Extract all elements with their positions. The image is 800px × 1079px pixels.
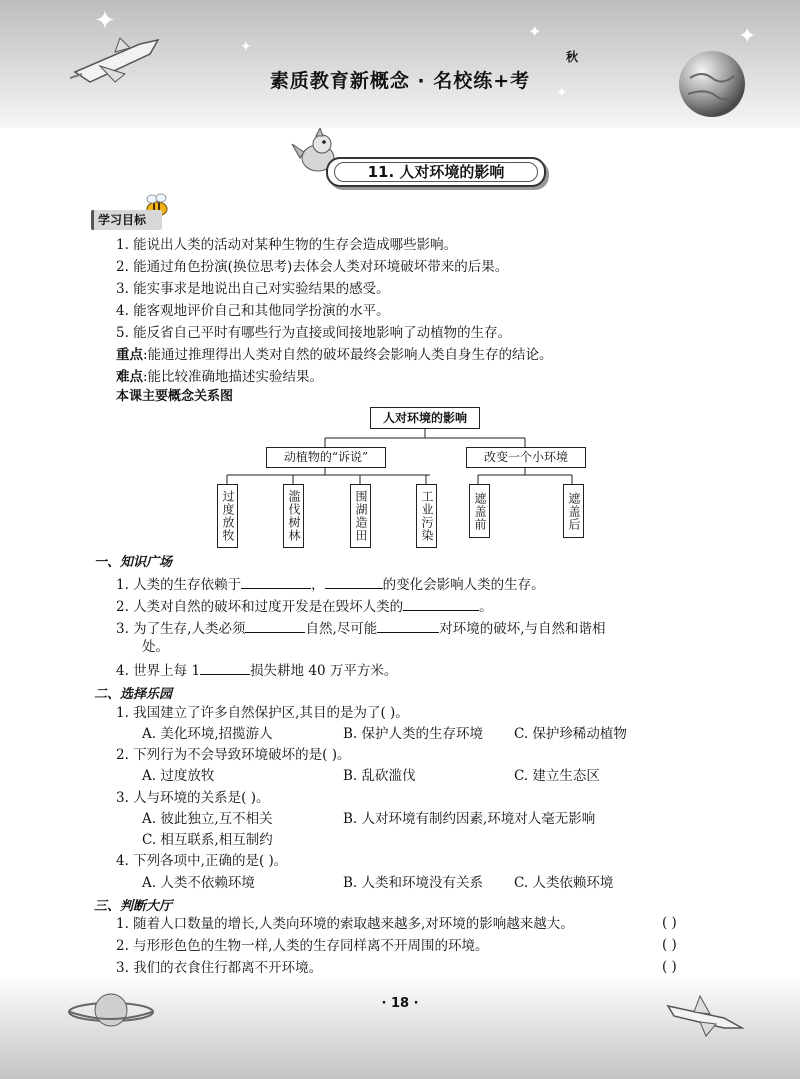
choice-option[interactable]: A. 人类不依赖环境 [142,875,255,891]
choice-option[interactable]: B. 保护人类的生存环境 [343,726,484,742]
choice-option[interactable]: C. 保护珍稀动植物 [514,726,627,742]
concept-leaf-node: 围湖造田 [350,484,371,548]
question-text: 1. 人类的生存依赖于 [116,577,242,593]
learning-goals-tag: 学习目标 [91,210,162,230]
goal-item: 5. 能反省自己平时有哪些行为直接或间接地影响了动植物的生存。 [116,325,512,341]
concept-leaf-node: 滥伐树林 [283,484,304,548]
choice-option[interactable]: C. 相互联系,相互制约 [142,832,273,848]
question-item: 2. 下列行为不会导致环境破坏的是( )。 [116,747,351,763]
question-text: 4. 世界上每 1 [116,663,201,679]
answer-paren[interactable]: ( ) [662,959,677,975]
question-text: 自然,尽可能 [305,621,378,637]
choice-option[interactable]: C. 建立生态区 [514,768,600,784]
question-text: 。 [479,599,493,615]
answer-blank[interactable] [200,660,250,675]
goal-item: 1. 能说出人类的活动对某种生物的生存会造成哪些影响。 [116,237,458,253]
star-icon: ✦ [94,6,116,36]
question-text: 2. 人类对自然的破坏和过度开发是在毁坏人类的 [116,599,404,615]
concept-map-title: 本课主要概念关系图 [116,389,234,404]
concept-leaf-node: 遮盖前 [469,484,490,538]
book-series-title: 素质教育新概念 · 名校练+考 [269,70,531,92]
answer-blank[interactable] [403,596,479,611]
judgment-item: 3. 我们的衣食住行都离不开环境。 [116,960,323,976]
choice-option[interactable]: B. 人对环境有制约因素,环境对人毫无影响 [343,811,596,827]
judgment-item: 1. 随着人口数量的增长,人类向环境的索取越来越多,对环境的影响越来越大。 [116,916,574,932]
lesson-title: 11. 人对环境的影响 [334,162,538,182]
goal-item: 2. 能通过角色扮演(换位思考)去体会人类对环境破坏带来的后果。 [116,259,509,275]
season-label: 秋 [566,50,579,64]
question-item [116,596,493,616]
question-item [116,618,606,638]
question-item: 4. 下列各项中,正确的是( )。 [116,853,288,869]
judgment-item: 2. 与形形色色的生物一样,人类的生存同样离不开周围的环境。 [116,938,489,954]
choice-option[interactable]: B. 人类和环境没有关系 [343,875,484,891]
section-heading: 一、知识广场 [94,555,173,570]
answer-paren[interactable]: ( ) [662,915,677,931]
concept-leaf-node: 过度放牧 [217,484,238,548]
answer-blank[interactable] [241,574,311,589]
question-text: 的变化会影响人类的生存。 [382,577,545,593]
star-icon: ✦ [240,39,252,55]
concept-branch-node: 改变一个小环境 [466,447,586,468]
answer-blank[interactable] [325,574,383,589]
question-text: 处。 [142,639,169,655]
star-icon: ✦ [556,85,568,101]
section-heading: 三、判断大厅 [94,899,173,914]
difficult-point-label: 难点 [116,369,143,385]
choice-option[interactable]: A. 过度放牧 [142,768,215,784]
concept-root-node: 人对环境的影响 [370,407,480,429]
question-text: 3. 为了生存,人类必须 [116,621,246,637]
question-item: 1. 我国建立了许多自然保护区,其目的是为了( )。 [116,705,409,721]
star-icon: ✦ [528,22,542,41]
answer-blank[interactable] [377,618,439,633]
question-text: 损失耕地 40 万平方米。 [250,663,398,679]
choice-option[interactable]: A. 彼此独立,互不相关 [142,811,273,827]
page-number: · 18 · [381,996,419,1011]
difficult-point [116,368,323,386]
concept-branch-node: 动植物的“诉说” [266,447,386,468]
key-point-label: 重点 [116,347,143,363]
choice-option[interactable]: C. 人类依赖环境 [514,875,614,891]
star-icon: ✦ [738,24,757,49]
answer-paren[interactable]: ( ) [662,937,677,953]
question-item [116,660,397,680]
key-point [116,346,553,364]
section-heading: 二、选择乐园 [94,687,173,702]
ringed-planet-icon [66,988,156,1034]
choice-option[interactable]: B. 乱砍滥伐 [343,768,416,784]
question-item [116,574,545,594]
concept-leaf-node: 遮盖后 [563,484,584,538]
question-text: ， [311,577,325,593]
goal-item: 4. 能客观地评价自己和其他同学扮演的水平。 [116,303,390,319]
choice-option[interactable]: A. 美化环境,招揽游人 [142,726,273,742]
difficult-point-text: :能比较准确地描述实验结果。 [143,369,324,385]
lesson-title-banner [326,157,546,187]
answer-blank[interactable] [245,618,305,633]
key-point-text: :能通过推理得出人类对自然的破坏最终会影响人类自身生存的结论。 [143,347,553,363]
question-text: 对环境的破坏,与自然和谐相 [439,621,606,637]
goal-item: 3. 能实事求是地说出自己对实验结果的感受。 [116,281,390,297]
question-item: 3. 人与环境的关系是( )。 [116,790,270,806]
concept-leaf-node: 工业污染 [416,484,437,548]
